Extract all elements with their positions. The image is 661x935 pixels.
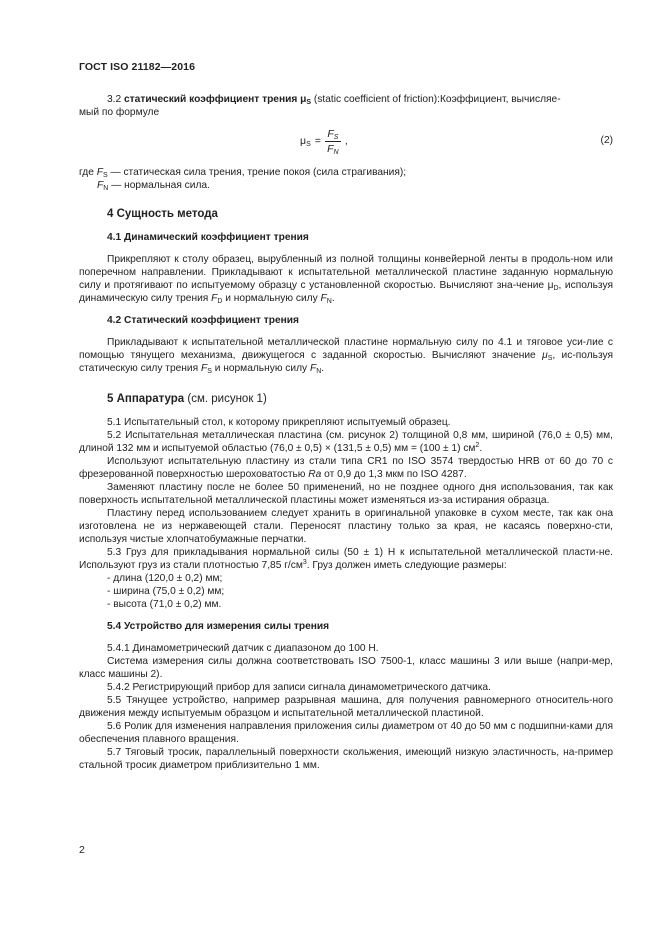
formula-numerator: $F_S$ (327, 128, 339, 141)
section-5-1: 5.1 Испытательный стол, к которому прикрепляют испытуемый образец. (107, 417, 451, 428)
section-5-title: 5 Аппаратура (см. рисунок 1) (107, 393, 267, 405)
section-5-2-p4: Пластину перед использованием следует хранить в оригинальной упаковке в сухом месте, так как она изготовлена не из нержавеющей стали. Переносят пластину только за края, не касаясь поверхно-сти, используя чистые хлопчатобумажные перчатки. (79, 508, 613, 545)
section-4-1-title: 4.1 Динамический коэффициент трения (107, 232, 309, 243)
section-5-7: 5.7 Тяговый тросик, параллельный поверхности скольжения, имеющий низкую эластичность, на-пример стальной тросик диаметром приблизительно 1 мм. (79, 747, 613, 771)
section-5-2-p2: Используют испытательную пластину из стали типа CR1 по ISO 3574 твердостью HRB от 60 до 70 с фрезерованной поверхностью шероховатостью Ra от 0,9 до 1,3 мкм по ISO 4287. (79, 456, 613, 480)
section-5-4-1-cont: Система измерения силы должна соответствовать ISO 7500-1, класс машины 3 или выше (напри-мер, класс машины 2). (79, 656, 613, 680)
page-number: 2 (79, 844, 85, 856)
section-4-2-text: Прикладывают к испытательной металлической пластине нормальную силу по 4.1 и тяговое уси-лие с помощью тянущего механизма, движущегося с заданной скоростью. Вычисляют значение $\mu_S$, ис-пользуя статическую силу трения $F_S$ и нормальную силу $F_N$. (79, 337, 613, 375)
section-4-2-title: 4.2 Статический коэффициент трения (107, 315, 299, 326)
formula-denominator: $F_N$ (327, 143, 339, 156)
dimension-item: - ширина (75,0 ± 0,2) мм; (107, 586, 225, 597)
section-4-1-text: Прикрепляют к столу образец, вырубленный из полной толщины конвейерной ленты в продоль-ном или поперечном направлении. Прикладывают к испытательной металлической пластине заданную нормальную силу и протягивают по испытуемому образцу с установленной скоростью. Вычисляют зна-чение $\mu_D$, используя динамическую силу трения $F_D$ и нормальную силу $F_N$. (79, 254, 613, 305)
term: статический коэффициент трения (124, 94, 298, 105)
definition-3-2-cont: мый по формуле (79, 107, 160, 118)
section-5-4-1: 5.4.1 Динамометрический датчик с диапазоном до 100 Н. (107, 643, 379, 654)
fraction-bar (325, 141, 341, 142)
section-5-4-2: 5.4.2 Регистрирующий прибор для записи сигнала динамометрического датчика. (107, 682, 491, 693)
term-symbol: $\mu_S$ (300, 94, 312, 106)
document-header: ГОСТ ISO 21182—2016 (79, 61, 196, 73)
section-5-6: 5.6 Ролик для изменения направления приложения силы диаметром от 40 до 50 мм с подшипни-ками для обеспечения плавного вращения. (79, 721, 613, 745)
formula-eq: = (314, 135, 321, 147)
where-line-1: где $F_S$ — статическая сила трения, трение покоя (сила страгивания); (79, 167, 407, 179)
section-5-2-p1: 5.2 Испытательная металлическая пластина (см. рисунок 2) толщиной 0,8 мм, шириной (76,0 ± 0,5) мм, длиной 132 мм и испытуемой областью (76,0 ± 0,5) × (131,5 ± 0,5) мм = (100 ± 1) $см^2$. (79, 430, 613, 454)
dimension-item: - длина (120,0 ± 0,2) мм; (107, 573, 223, 584)
section-5-2-p3: Заменяют пластину после не более 50 применений, но не позднее одного дня использования, так как поверхность испытательной металлической пластины может изменяться из-за истирания образца. (79, 482, 613, 506)
formula-number: (2) (600, 135, 613, 146)
section-5-4-title: 5.4 Устройство для измерения силы трения (107, 621, 330, 632)
section-4-title: 4 Сущность метода (107, 208, 218, 220)
formula-fraction (325, 128, 341, 155)
dimension-item: - высота (71,0 ± 0,2) мм. (107, 599, 222, 610)
section-5-3: 5.3 Груз для прикладывания нормальной силы (50 ± 1) Н к испытательной металлической пласти-не. Используют груз из стали плотностью 7,85 $г/см^3$. Груз должен иметь следующие размеры: (79, 547, 613, 571)
section-5-5: 5.5 Тянущее устройство, например разрывная машина, для получения равномерного относитель-ного движения между испытуемым образцом и испытательной металлической пластиной. (79, 695, 613, 719)
formula-lhs: $\mu_S$ (300, 135, 311, 148)
definition-3-2: 3.2 статический коэффициент трения $\mu_S$ (static coefficient of friction):Коэффициент, вычисляе- (107, 94, 561, 106)
where-line-2: $F_N$ — нормальная сила. (97, 180, 210, 192)
formula-2: $\mu_S$ = $\frac{F_S}{F_N}$ , (2) (300, 128, 613, 156)
document-body (79, 93, 613, 772)
